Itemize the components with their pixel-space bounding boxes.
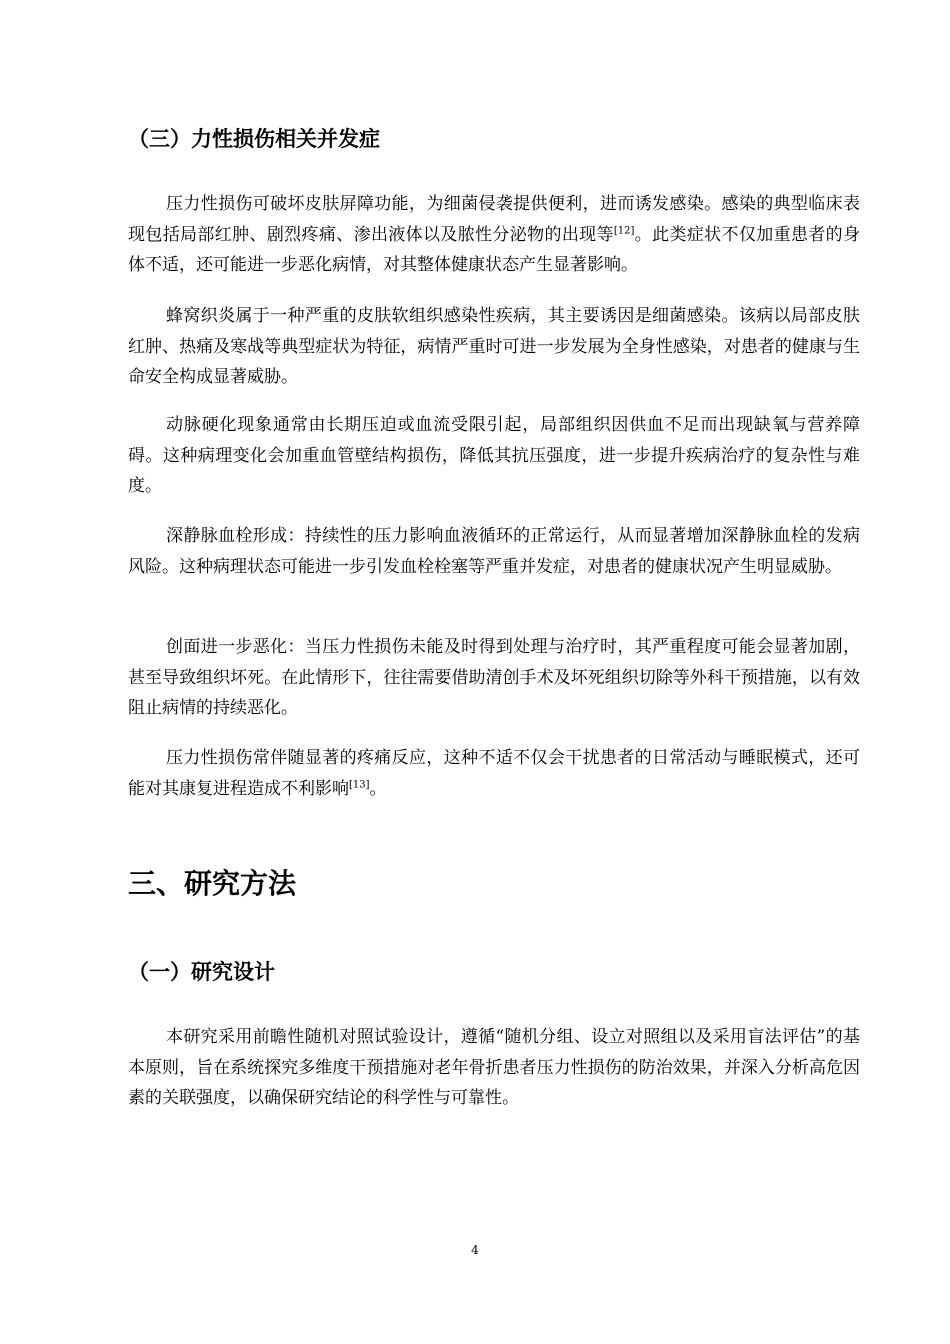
paragraph-text: 压力性损伤常伴随显著的疼痛反应，这种不适不仅会干扰患者的日常活动与睡眠模式，还可能对其康复进程造成不利影响	[128, 748, 860, 799]
chapter-heading: 三、研究方法	[128, 867, 297, 900]
paragraph-wound-deterioration: 创面进一步恶化：当压力性损伤未能及时得到处理与治疗时，其严重程度可能会显著加剧，甚至导致组织坏死。在此情形下，往往需要借助清创手术及坏死组织切除等外科干预措施，以有效阻止病情的持续恶化。	[128, 637, 860, 718]
paragraph-pain	[128, 743, 860, 804]
paragraph-text: 压力性损伤可破坏皮肤屏障功能，为细菌侵袭提供便利，进而诱发感染。感染的典型临床表现包括局部红肿、剧烈疼痛、渗出液体以及脓性分泌物的出现等	[128, 194, 860, 245]
paragraph-text-tail: 。此类症状不仅加重患者的身体不适，还可能进一步恶化病情，对其整体健康状态产生显著影响。	[128, 224, 861, 275]
section-heading-complications: （三）力性损伤相关并发症	[128, 127, 380, 151]
paragraph-cellulitis: 蜂窝织炎属于一种严重的皮肤软组织感染性疾病，其主要诱因是细菌感染。该病以局部皮肤红肿、热痛及寒战等典型症状为特征，病情严重时可进一步发展为全身性感染，对患者的健康与生命安全构成显著威胁。	[128, 306, 860, 387]
paragraph-dvt: 深静脉血栓形成：持续性的压力影响血液循环的正常运行，从而显著增加深静脉血栓的发病风险。这种病理状态可能进一步引发血栓栓塞等严重并发症，对患者的健康状况产生明显威胁。	[128, 526, 860, 577]
paragraph-study-design: 本研究采用前瞻性随机对照试验设计，遵循“随机分组、设立对照组以及采用盲法评估”的基本原则，旨在系统探究多维度干预措施对老年骨折患者压力性损伤的防治效果，并深入分析高危因素的关联强度，以确保研究结论的科学性与可靠性。	[128, 1027, 860, 1108]
paragraph-infection	[128, 189, 860, 281]
citation-ref: [12]	[613, 224, 635, 236]
page-number: 4	[471, 1243, 479, 1257]
paragraph-text-tail: 。	[369, 778, 387, 799]
citation-ref: [13]	[349, 778, 370, 790]
paragraph-arteriosclerosis: 动脉硬化现象通常由长期压迫或血流受限引起，局部组织因供血不足而出现缺氧与营养障碍。这种病理变化会加重血管壁结构损伤，降低其抗压强度，进一步提升疾病治疗的复杂性与难度。	[128, 415, 860, 496]
section-heading-design: （一）研究设计	[128, 960, 275, 984]
